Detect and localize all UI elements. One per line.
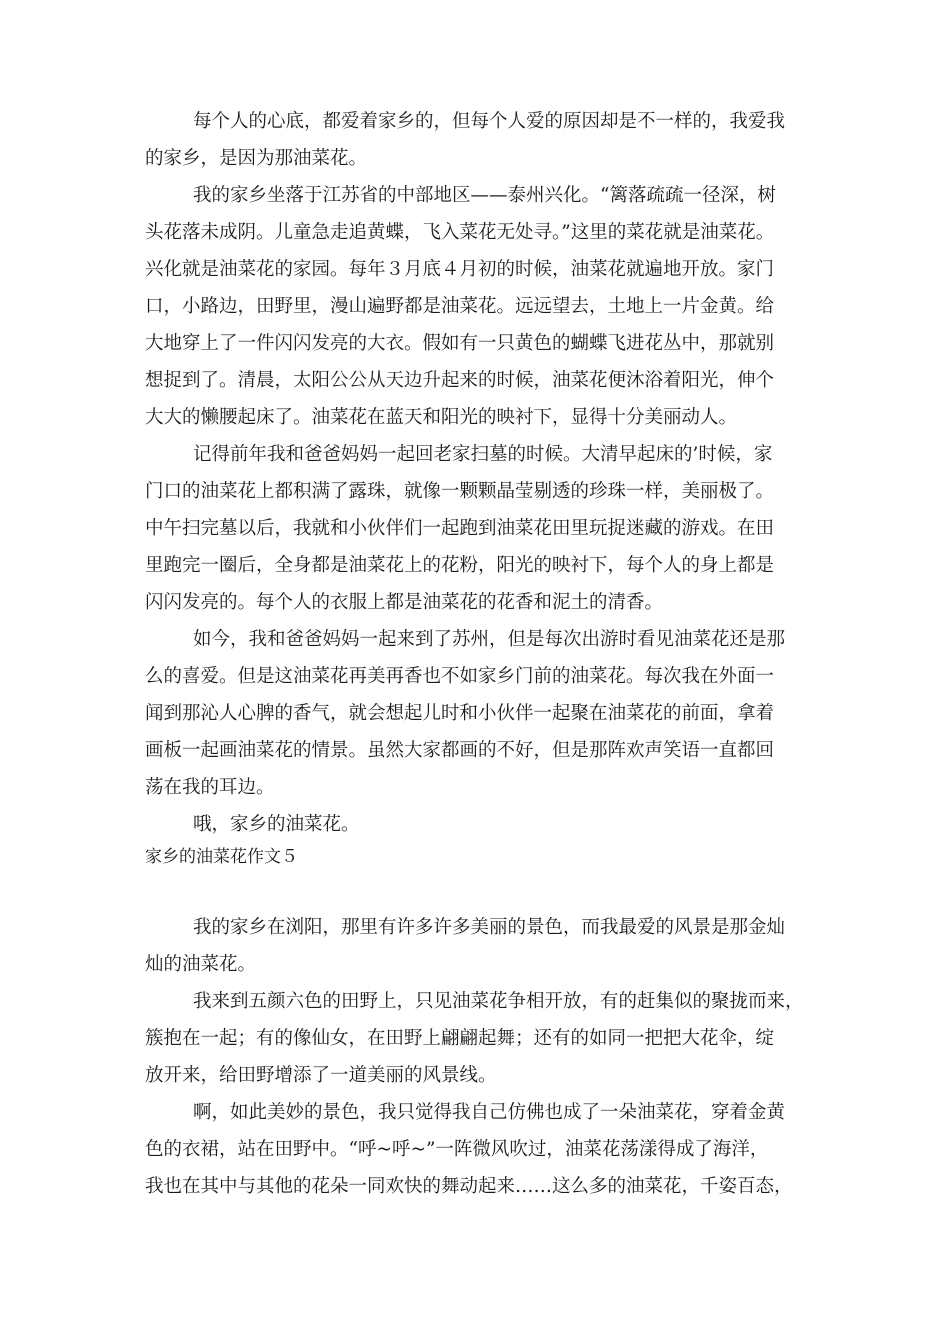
- text-line: 色的衣裙，站在田野中。“呼~呼~”一阵微风吹过，油菜花荡漾得成了海洋，: [145, 1139, 769, 1160]
- text-line: 大地穿上了一件闪闪发亮的大衣。假如有一只黄色的蝴蝶飞进花丛中，那就别: [145, 333, 775, 354]
- text-line: 口，小路边，田野里，漫山遍野都是油菜花。远远望去，土地上一片金黄。给: [145, 296, 775, 317]
- section-heading: 家乡的油菜花作文５: [145, 847, 298, 867]
- text-line: 每个人的心底，都爱着家乡的，但每个人爱的原因却是不一样的，我爱我: [193, 111, 786, 132]
- text-line: 灿的油菜花。: [145, 954, 257, 975]
- text-line: 中午扫完墓以后，我就和小伙伴们一起跑到油菜花田里玩捉迷藏的游戏。在田: [145, 518, 775, 539]
- text-line: 记得前年我和爸爸妈妈一起回老家扫墓的时候。大清早起床的’时候，家: [193, 444, 773, 465]
- text-line: 的家乡，是因为那油菜花。: [145, 148, 368, 169]
- text-line: 啊，如此美妙的景色，我只觉得我自己仿佛也成了一朵油菜花，穿着金黄: [193, 1102, 786, 1123]
- text-line: 想捉到了。清晨，太阳公公从天边升起来的时候，油菜花便沐浴着阳光，伸个: [145, 370, 775, 391]
- text-line: 么的喜爱。但是这油菜花再美再香也不如家乡门前的油菜花。每次我在外面一: [145, 666, 775, 687]
- text-line: 闪闪发亮的。每个人的衣服上都是油菜花的花香和泥土的清香。: [145, 592, 664, 613]
- text-line: 里跑完一圈后，全身都是油菜花上的花粉，阳光的映衬下，每个人的身上都是: [145, 555, 775, 576]
- text-line: 哦，家乡的油菜花。: [193, 814, 360, 835]
- text-line: 我的家乡在浏阳，那里有许多许多美丽的景色，而我最爱的风景是那金灿: [193, 917, 786, 938]
- text-line: 画板一起画油菜花的情景。虽然大家都画的不好，但是那阵欢声笑语一直都回: [145, 740, 775, 761]
- text-line: 我也在其中与其他的花朵一同欢快的舞动起来……这么多的油菜花，千姿百态，: [145, 1176, 793, 1197]
- text-line: 我来到五颜六色的田野上，只见油菜花争相开放，有的赶集似的聚拢而来，: [193, 991, 804, 1012]
- text-line: 荡在我的耳边。: [145, 777, 275, 798]
- text-line: 放开来，给田野增添了一道美丽的风景线。: [145, 1065, 497, 1086]
- text-line: 头花落未成阴。儿童急走追黄蝶，飞入菜花无处寻。”这里的菜花就是油菜花。: [145, 222, 775, 243]
- text-line: 我的家乡坐落于江苏省的中部地区——泰州兴化。“篱落疏疏一径深，树: [193, 185, 776, 206]
- text-line: 如今，我和爸爸妈妈一起来到了苏州，但是每次出游时看见油菜花还是那: [193, 629, 786, 650]
- text-line: 闻到那沁人心脾的香气，就会想起儿时和小伙伴一起聚在油菜花的前面，拿着: [145, 703, 775, 724]
- text-line: 大大的懒腰起床了。油菜花在蓝天和阳光的映衬下，显得十分美丽动人。: [145, 407, 738, 428]
- text-line: 兴化就是油菜花的家园。每年３月底４月初的时候，油菜花就遍地开放。家门: [145, 259, 775, 280]
- text-line: 簇抱在一起；有的像仙女，在田野上翩翩起舞；还有的如同一把把大花伞，绽: [145, 1028, 775, 1049]
- text-line: 门口的油菜花上都积满了露珠，就像一颗颗晶莹剔透的珍珠一样，美丽极了。: [145, 481, 775, 502]
